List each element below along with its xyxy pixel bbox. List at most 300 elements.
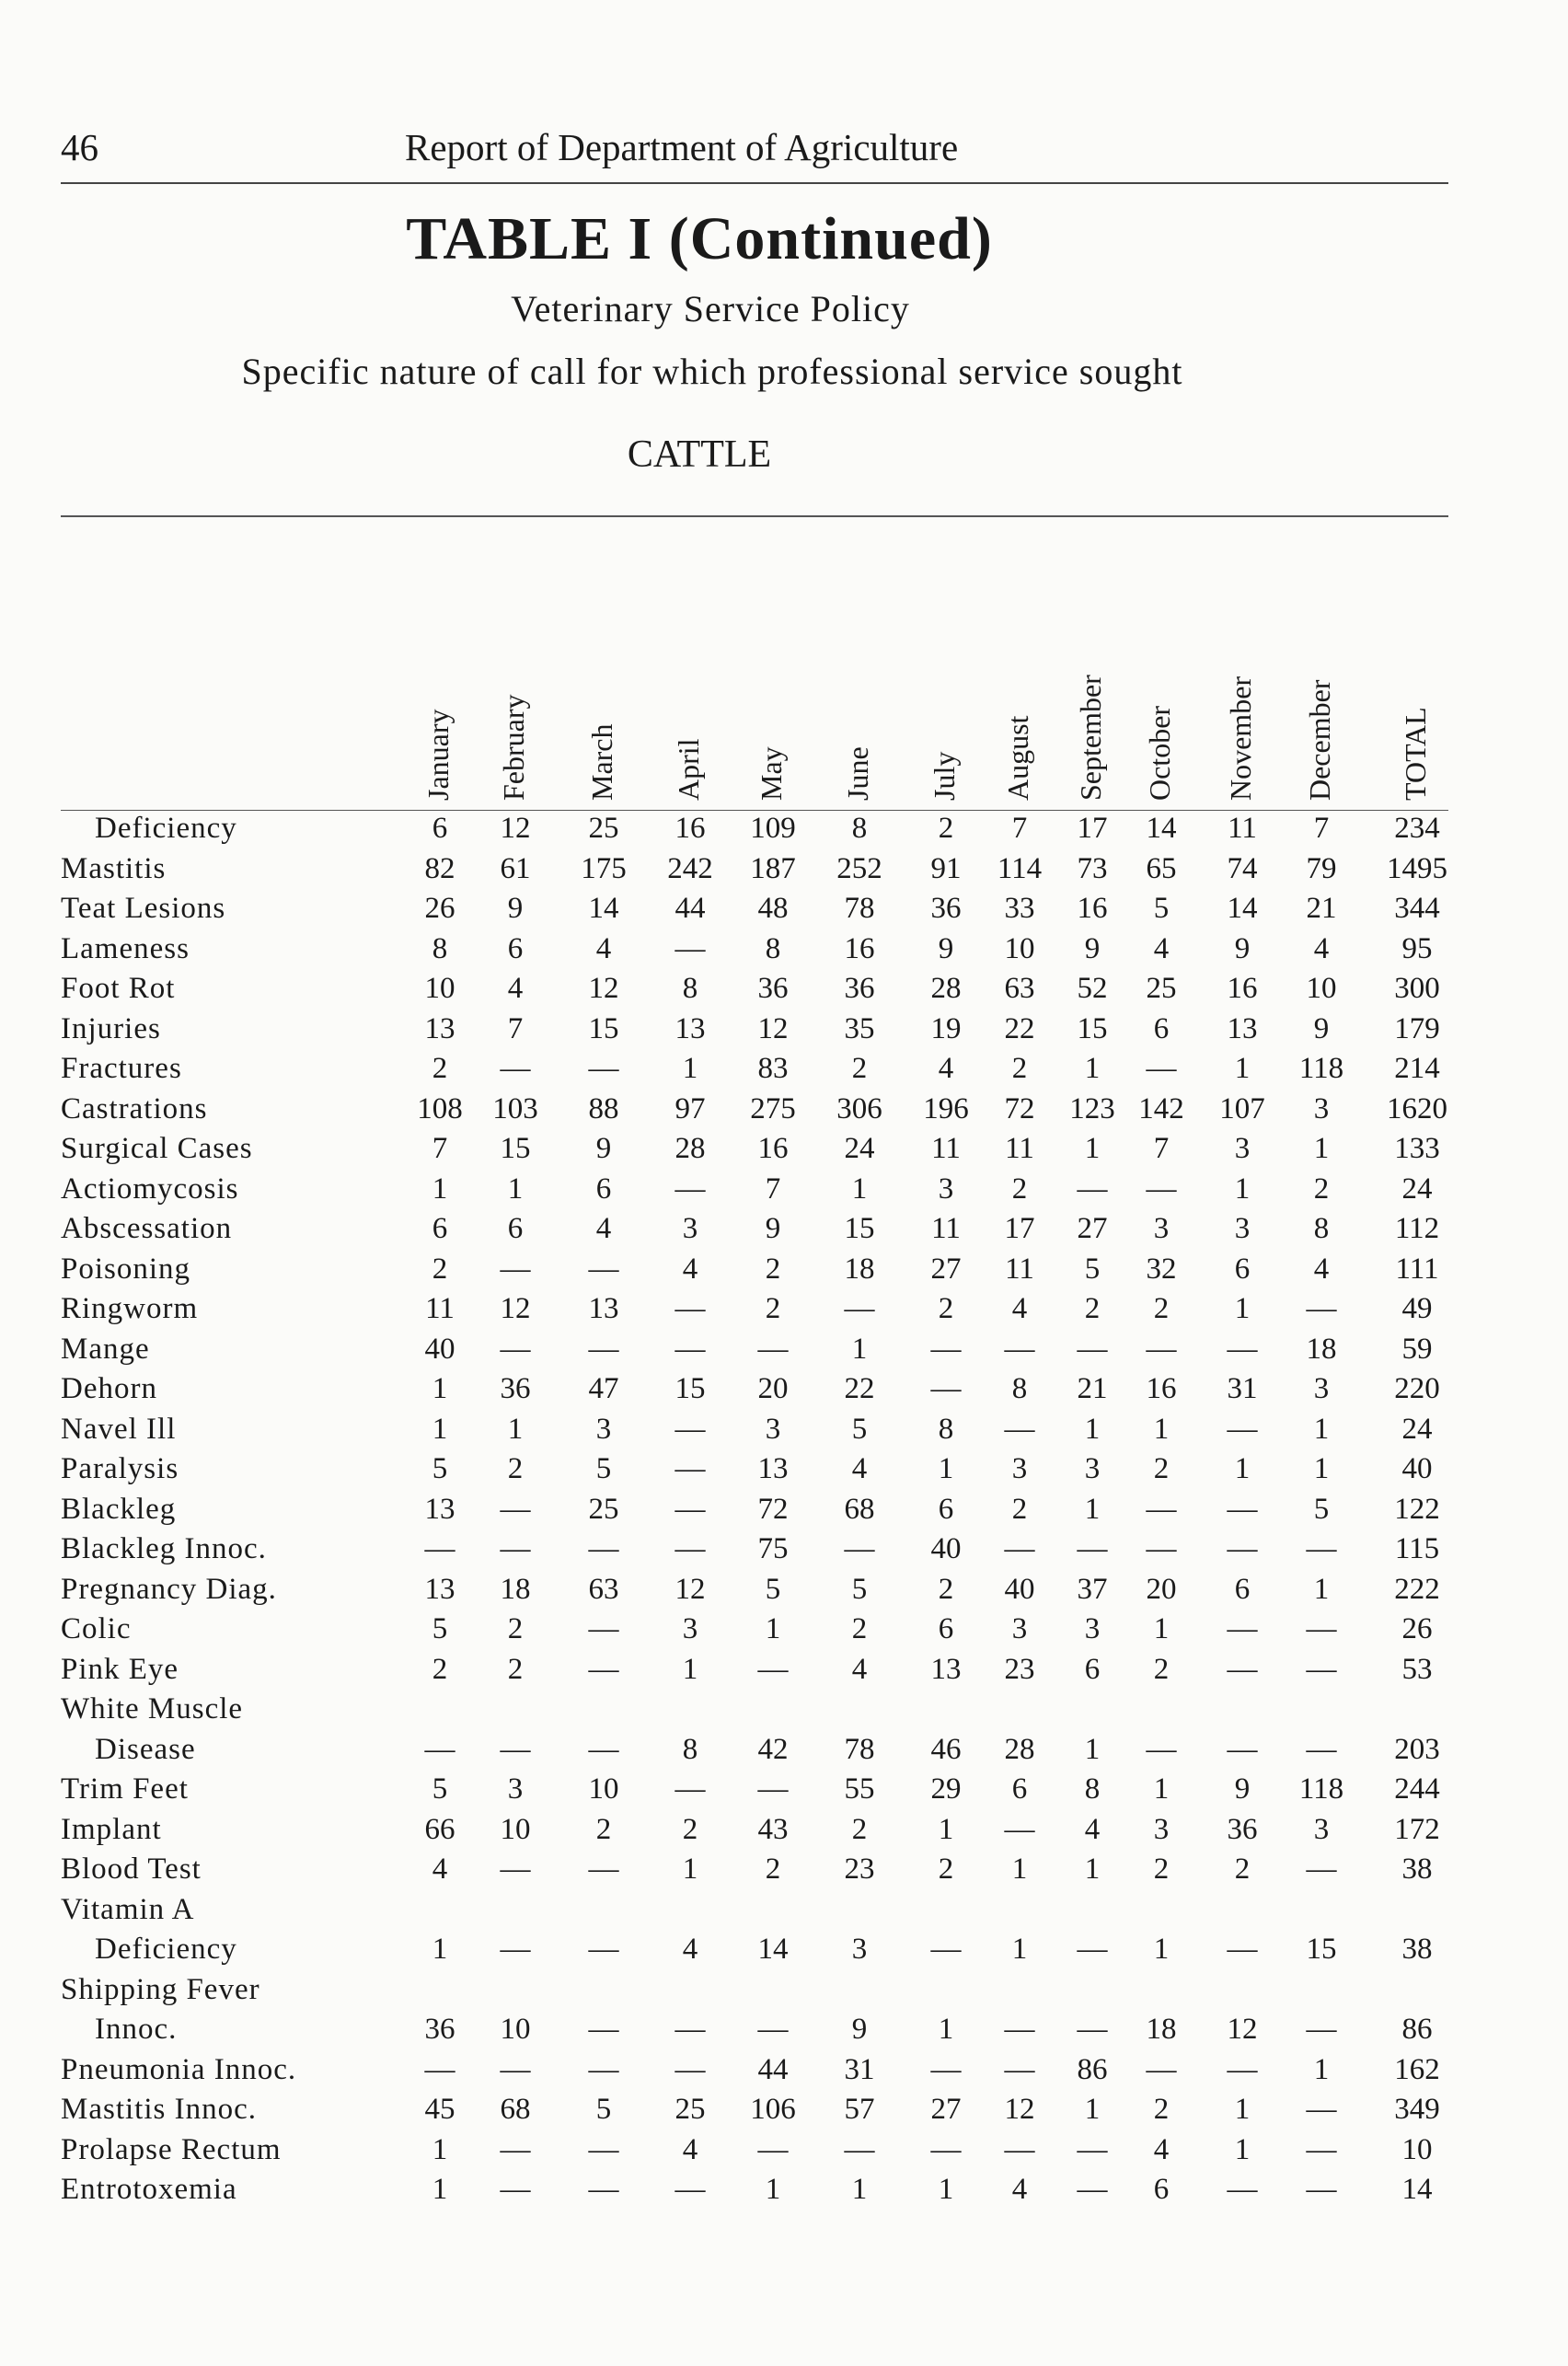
table-cell: 4 bbox=[1313, 1252, 1330, 1286]
column-header-label: May bbox=[755, 746, 788, 801]
table-cell: 72 bbox=[757, 1492, 789, 1526]
table-cell: — bbox=[588, 1532, 619, 1565]
table-cell: 13 bbox=[588, 1292, 619, 1325]
table-cell: 40 bbox=[930, 1532, 962, 1565]
table-cell: 2 bbox=[1011, 1171, 1028, 1206]
table-cell: — bbox=[1146, 1171, 1177, 1206]
table-cell: 5 bbox=[595, 1452, 612, 1485]
table-cell: 1 bbox=[851, 1171, 868, 1206]
table-cell: 2 bbox=[1313, 1171, 1330, 1206]
table-cell: — bbox=[1306, 2173, 1337, 2206]
table-cell: 72 bbox=[1004, 1091, 1035, 1125]
table-cell: 4 bbox=[1011, 2173, 1028, 2206]
table-cell: 45 bbox=[424, 2093, 455, 2126]
table-cell: 1 bbox=[938, 2013, 954, 2046]
table-cell: 10 bbox=[424, 972, 455, 1005]
table-cell: 8 bbox=[1011, 1372, 1028, 1405]
table-cell: 2 bbox=[507, 1652, 524, 1686]
table-cell: 1 bbox=[1153, 1412, 1170, 1446]
table-cell: 1620 bbox=[1387, 1091, 1447, 1125]
table-cell: 5 bbox=[851, 1412, 868, 1446]
table-cell: — bbox=[674, 1332, 706, 1366]
table-cell: 6 bbox=[1234, 1252, 1251, 1286]
table-cell: 26 bbox=[424, 892, 455, 925]
row-label: Lameness bbox=[61, 931, 190, 965]
table-cell: 2 bbox=[938, 812, 954, 845]
table-cell: 4 bbox=[1084, 1812, 1101, 1846]
table-cell: 108 bbox=[417, 1091, 463, 1125]
table-cell: 1 bbox=[432, 1171, 448, 1206]
table-cell: 5 bbox=[851, 1572, 868, 1606]
table-cell: 2 bbox=[682, 1812, 698, 1846]
table-cell: 1 bbox=[682, 1652, 698, 1686]
table-cell: 1 bbox=[1153, 1933, 1170, 1966]
table-cell: 2 bbox=[851, 1612, 868, 1645]
table-cell: 6 bbox=[938, 1492, 954, 1526]
table-cell: 1 bbox=[1313, 2052, 1330, 2086]
table-cell: 2 bbox=[432, 1052, 448, 1085]
table-row bbox=[0, 1212, 1568, 1252]
table-cell: 1 bbox=[432, 1412, 448, 1446]
table-cell: 95 bbox=[1401, 931, 1433, 965]
table-cell: 2 bbox=[1153, 2093, 1170, 2126]
table-cell: 8 bbox=[1313, 1212, 1330, 1245]
table-cell: — bbox=[1306, 2132, 1337, 2166]
table-cell: 2 bbox=[507, 1612, 524, 1645]
table-cell: 5 bbox=[1153, 892, 1170, 925]
table-cell: 10 bbox=[500, 1812, 531, 1846]
row-label: Disease bbox=[95, 1732, 196, 1766]
table-cell: — bbox=[1004, 2132, 1035, 2166]
table-cell: 42 bbox=[757, 1732, 789, 1766]
table-cell: 4 bbox=[851, 1452, 868, 1485]
table-cell: — bbox=[757, 2013, 789, 2046]
table-cell: 13 bbox=[757, 1452, 789, 1485]
table-cell: 36 bbox=[424, 2013, 455, 2046]
table-cell: 15 bbox=[844, 1212, 875, 1245]
table-cell: 18 bbox=[1306, 1332, 1337, 1366]
table-cell: 1 bbox=[507, 1171, 524, 1206]
table-cell: — bbox=[500, 1732, 531, 1766]
table-row bbox=[0, 1733, 1568, 1772]
table-cell: 4 bbox=[507, 972, 524, 1005]
table-cell: — bbox=[1146, 1532, 1177, 1565]
table-cell: 5 bbox=[432, 1452, 448, 1485]
table-row bbox=[0, 2133, 1568, 2173]
column-header-label: September bbox=[1074, 675, 1107, 801]
table-cell: 13 bbox=[1227, 1011, 1258, 1045]
column-header-label: January bbox=[421, 709, 455, 801]
table-cell: 86 bbox=[1077, 2052, 1108, 2086]
table-cell: 220 bbox=[1394, 1372, 1440, 1405]
table-row bbox=[0, 1012, 1568, 1052]
table-cell: 16 bbox=[844, 931, 875, 965]
table-cell: 36 bbox=[930, 892, 962, 925]
row-label: Surgical Cases bbox=[61, 1132, 253, 1165]
table-cell: — bbox=[844, 1292, 875, 1325]
table-cell: 11 bbox=[1228, 812, 1257, 845]
row-label: Navel Ill bbox=[61, 1412, 177, 1446]
table-row bbox=[0, 1292, 1568, 1332]
table-cell: 4 bbox=[682, 1252, 698, 1286]
table-cell: 13 bbox=[930, 1652, 962, 1686]
table-cell: 1 bbox=[1234, 1292, 1251, 1325]
table-row bbox=[0, 1973, 1568, 2013]
table-cell: 44 bbox=[674, 892, 706, 925]
table-cell: 6 bbox=[1234, 1572, 1251, 1606]
table-cell: 3 bbox=[1011, 1612, 1028, 1645]
table-cell: — bbox=[1146, 1492, 1177, 1526]
column-header-label: February bbox=[497, 694, 530, 801]
row-label: Prolapse Rectum bbox=[61, 2132, 282, 2166]
row-label: Fractures bbox=[61, 1052, 182, 1085]
table-cell: 28 bbox=[930, 972, 962, 1005]
table-cell: — bbox=[1146, 1332, 1177, 1366]
table-cell: 83 bbox=[757, 1052, 789, 1085]
table-cell: 1 bbox=[851, 1332, 868, 1366]
table-cell: — bbox=[500, 2052, 531, 2086]
column-header-label: July bbox=[928, 751, 961, 801]
table-cell: — bbox=[1306, 2013, 1337, 2046]
table-cell: 118 bbox=[1298, 1052, 1344, 1085]
table-cell: 2 bbox=[938, 1572, 954, 1606]
table-cell: 14 bbox=[1227, 892, 1258, 925]
table-cell: 1 bbox=[1234, 1052, 1251, 1085]
table-cell: 106 bbox=[750, 2093, 796, 2126]
table-cell: 9 bbox=[938, 931, 954, 965]
table-cell: 55 bbox=[844, 1772, 875, 1806]
table-cell: — bbox=[588, 2173, 619, 2206]
table-cell: 24 bbox=[1401, 1412, 1433, 1446]
table-cell: 2 bbox=[595, 1812, 612, 1846]
section-heading: CATTLE bbox=[627, 433, 772, 476]
table-cell: 196 bbox=[923, 1091, 969, 1125]
table-cell: — bbox=[844, 1532, 875, 1565]
table-title: TABLE I (Continued) bbox=[406, 205, 993, 272]
table-cell: 2 bbox=[1153, 1292, 1170, 1325]
table-cell: 2 bbox=[765, 1252, 781, 1286]
table-cell: 1 bbox=[1084, 1052, 1101, 1085]
table-cell: 1 bbox=[938, 1452, 954, 1485]
row-label: Poisoning bbox=[61, 1252, 191, 1286]
table-cell: 21 bbox=[1306, 892, 1337, 925]
table-cell: 5 bbox=[432, 1772, 448, 1806]
table-cell: 9 bbox=[507, 892, 524, 925]
table-cell: 3 bbox=[1153, 1812, 1170, 1846]
table-cell: 1 bbox=[938, 1812, 954, 1846]
table-cell: 14 bbox=[757, 1933, 789, 1966]
table-row bbox=[0, 1132, 1568, 1171]
row-label: Entrotoxemia bbox=[61, 2173, 237, 2206]
table-cell: 203 bbox=[1394, 1732, 1440, 1766]
table-cell: 1 bbox=[1084, 1492, 1101, 1526]
table-cell: — bbox=[1227, 1652, 1258, 1686]
table-cell: 1 bbox=[1234, 1452, 1251, 1485]
table-cell: — bbox=[930, 2132, 962, 2166]
table-row bbox=[0, 892, 1568, 931]
table-cell: — bbox=[588, 1332, 619, 1366]
table-cell: — bbox=[500, 1852, 531, 1886]
table-cell: 15 bbox=[500, 1132, 531, 1165]
row-label: Pregnancy Diag. bbox=[61, 1572, 277, 1606]
table-cell: 63 bbox=[588, 1572, 619, 1606]
table-cell: 1 bbox=[1313, 1132, 1330, 1165]
table-cell: 2 bbox=[432, 1652, 448, 1686]
table-cell: 10 bbox=[1401, 2132, 1433, 2166]
table-cell: 3 bbox=[765, 1412, 781, 1446]
table-cell: 20 bbox=[757, 1372, 789, 1405]
table-cell: — bbox=[588, 1612, 619, 1645]
table-cell: 1 bbox=[1234, 1171, 1251, 1206]
table-cell: 11 bbox=[1005, 1252, 1034, 1286]
table-cell: — bbox=[424, 2052, 455, 2086]
table-cell: 25 bbox=[588, 1492, 619, 1526]
table-cell: 47 bbox=[588, 1372, 619, 1405]
table-cell: 2 bbox=[765, 1292, 781, 1325]
table-cell: 6 bbox=[432, 812, 448, 845]
table-cell: 13 bbox=[424, 1011, 455, 1045]
table-cell: — bbox=[930, 1933, 962, 1966]
table-cell: 300 bbox=[1394, 972, 1440, 1005]
table-cell: — bbox=[674, 1532, 706, 1565]
table-row bbox=[0, 1692, 1568, 1732]
table-cell: 43 bbox=[757, 1812, 789, 1846]
table-cell: 1495 bbox=[1387, 851, 1447, 885]
table-cell: 112 bbox=[1394, 1212, 1440, 1245]
table-row bbox=[0, 852, 1568, 892]
table-cell: 11 bbox=[425, 1292, 455, 1325]
column-header-label: TOTAL bbox=[1399, 707, 1432, 801]
table-cell: 16 bbox=[674, 812, 706, 845]
table-cell: 20 bbox=[1146, 1572, 1177, 1606]
table-cell: 2 bbox=[432, 1252, 448, 1286]
table-cell: 244 bbox=[1394, 1772, 1440, 1806]
table-cell: 12 bbox=[500, 812, 531, 845]
table-row bbox=[0, 2053, 1568, 2093]
row-label: Mastitis Innoc. bbox=[61, 2093, 257, 2126]
table-cell: 4 bbox=[432, 1852, 448, 1886]
table-cell: 1 bbox=[938, 2173, 954, 2206]
table-cell: 2 bbox=[765, 1852, 781, 1886]
table-cell: 133 bbox=[1394, 1132, 1440, 1165]
table-cell: 32 bbox=[1146, 1252, 1177, 1286]
table-cell: — bbox=[1004, 2013, 1035, 2046]
table-cell: 5 bbox=[432, 1612, 448, 1645]
table-cell: 5 bbox=[595, 2093, 612, 2126]
table-cell: 1 bbox=[1084, 1732, 1101, 1766]
table-cell: 61 bbox=[500, 851, 531, 885]
table-cell: 8 bbox=[851, 812, 868, 845]
table-cell: 8 bbox=[432, 931, 448, 965]
table-cell: 10 bbox=[1004, 931, 1035, 965]
table-cell: 3 bbox=[1313, 1372, 1330, 1405]
table-cell: 15 bbox=[1077, 1011, 1108, 1045]
table-cell: 35 bbox=[844, 1011, 875, 1045]
table-cell: 14 bbox=[1401, 2173, 1433, 2206]
table-cell: 68 bbox=[500, 2093, 531, 2126]
table-cell: 38 bbox=[1401, 1852, 1433, 1886]
table-cell: 4 bbox=[595, 931, 612, 965]
table-cell: 24 bbox=[1401, 1171, 1433, 1206]
table-cell: 1 bbox=[1011, 1852, 1028, 1886]
table-cell: — bbox=[1004, 2052, 1035, 2086]
table-row bbox=[0, 1092, 1568, 1132]
table-cell: 1 bbox=[1084, 1852, 1101, 1886]
table-cell: — bbox=[1306, 2093, 1337, 2126]
table-cell: 3 bbox=[1084, 1612, 1101, 1645]
table-cell: 142 bbox=[1138, 1091, 1184, 1125]
table-row bbox=[0, 1893, 1568, 1933]
table-cell: 16 bbox=[1146, 1372, 1177, 1405]
table-cell: — bbox=[1306, 1652, 1337, 1686]
table-cell: 40 bbox=[1401, 1452, 1433, 1485]
table-cell: — bbox=[1227, 1412, 1258, 1446]
table-cell: 1 bbox=[1084, 1412, 1101, 1446]
table-cell: 2 bbox=[938, 1292, 954, 1325]
table-cell: 14 bbox=[588, 892, 619, 925]
table-cell: — bbox=[674, 2052, 706, 2086]
table-cell: — bbox=[1077, 2132, 1108, 2166]
table-cell: 6 bbox=[938, 1612, 954, 1645]
row-label: Vitamin A bbox=[61, 1892, 195, 1926]
table-row bbox=[0, 932, 1568, 972]
table-cell: 86 bbox=[1401, 2013, 1433, 2046]
table-cell: 17 bbox=[1004, 1212, 1035, 1245]
table-cell: 25 bbox=[1146, 972, 1177, 1005]
row-label: Ringworm bbox=[61, 1292, 199, 1325]
table-cell: 123 bbox=[1069, 1091, 1115, 1125]
table-cell: — bbox=[674, 1412, 706, 1446]
table-cell: 214 bbox=[1394, 1052, 1440, 1085]
table-cell: 275 bbox=[750, 1091, 796, 1125]
row-label: Teat Lesions bbox=[61, 892, 226, 925]
table-row bbox=[0, 1852, 1568, 1892]
table-cell: 33 bbox=[1004, 892, 1035, 925]
table-cell: — bbox=[500, 1532, 531, 1565]
table-cell: — bbox=[1146, 2052, 1177, 2086]
table-cell: 1 bbox=[682, 1852, 698, 1886]
table-row bbox=[0, 1772, 1568, 1812]
table-cell: 9 bbox=[1234, 1772, 1251, 1806]
table-row bbox=[0, 1172, 1568, 1212]
table-cell: 23 bbox=[844, 1852, 875, 1886]
table-row bbox=[0, 1573, 1568, 1612]
table-cell: 25 bbox=[674, 2093, 706, 2126]
table-cell: — bbox=[1227, 1532, 1258, 1565]
table-cell: 12 bbox=[1227, 2013, 1258, 2046]
table-cell: 40 bbox=[424, 1332, 455, 1366]
table-cell: 68 bbox=[844, 1492, 875, 1526]
table-cell: 12 bbox=[757, 1011, 789, 1045]
table-cell: 79 bbox=[1306, 851, 1337, 885]
table-cell: 4 bbox=[595, 1212, 612, 1245]
row-label: Implant bbox=[61, 1812, 162, 1846]
table-cell: 7 bbox=[432, 1132, 448, 1165]
table-cell: 2 bbox=[1153, 1852, 1170, 1886]
running-head bbox=[61, 118, 1441, 173]
table-cell: 1 bbox=[1234, 2093, 1251, 2126]
table-cell: 2 bbox=[851, 1052, 868, 1085]
table-cell: 114 bbox=[997, 851, 1043, 885]
row-label: Blackleg bbox=[61, 1492, 177, 1526]
row-label: Blood Test bbox=[61, 1852, 202, 1886]
table-row bbox=[0, 1653, 1568, 1692]
table-row bbox=[0, 1333, 1568, 1372]
table-cell: 2 bbox=[1084, 1292, 1101, 1325]
table-cell: 1 bbox=[765, 1612, 781, 1645]
table-cell: 8 bbox=[938, 1412, 954, 1446]
table-cell: 13 bbox=[674, 1011, 706, 1045]
table-cell: 63 bbox=[1004, 972, 1035, 1005]
table-cell: — bbox=[1227, 1612, 1258, 1645]
table-cell: — bbox=[588, 2132, 619, 2166]
table-cell: 103 bbox=[492, 1091, 538, 1125]
table-cell: 11 bbox=[1005, 1132, 1034, 1165]
table-cell: — bbox=[1077, 1332, 1108, 1366]
table-cell: — bbox=[930, 2052, 962, 2086]
table-cell: 5 bbox=[1084, 1252, 1101, 1286]
table-cell: — bbox=[1077, 1933, 1108, 1966]
table-cell: — bbox=[757, 2132, 789, 2166]
table-cell: 1 bbox=[851, 2173, 868, 2206]
table-cell: 242 bbox=[667, 851, 713, 885]
table-cell: 1 bbox=[507, 1412, 524, 1446]
table-cell: 1 bbox=[1084, 1132, 1101, 1165]
table-cell: 8 bbox=[1084, 1772, 1101, 1806]
table-description: Specific nature of call for which professional service sought bbox=[241, 351, 1183, 392]
table-cell: — bbox=[674, 931, 706, 965]
table-cell: 10 bbox=[588, 1772, 619, 1806]
table-cell: — bbox=[1077, 1532, 1108, 1565]
table-cell: 26 bbox=[1401, 1612, 1433, 1645]
table-cell: — bbox=[674, 1452, 706, 1485]
table-cell: 9 bbox=[1234, 931, 1251, 965]
table-cell: 9 bbox=[1313, 1011, 1330, 1045]
page-number: 46 bbox=[61, 126, 98, 168]
table-cell: — bbox=[1306, 1612, 1337, 1645]
table-cell: 22 bbox=[1004, 1011, 1035, 1045]
table-cell: — bbox=[1004, 1412, 1035, 1446]
table-cell: 10 bbox=[500, 2013, 531, 2046]
table-cell: 18 bbox=[844, 1252, 875, 1286]
table-cell: — bbox=[1077, 2013, 1108, 2046]
section-rule bbox=[61, 515, 1448, 517]
row-label: Mange bbox=[61, 1332, 150, 1366]
table-cell: — bbox=[1306, 1732, 1337, 1766]
table-cell: 27 bbox=[930, 1252, 962, 1286]
table-cell: 2 bbox=[1153, 1652, 1170, 1686]
table-cell: 2 bbox=[938, 1852, 954, 1886]
table-cell: 1 bbox=[1313, 1412, 1330, 1446]
table-cell: 28 bbox=[674, 1132, 706, 1165]
table-cell: 4 bbox=[1313, 931, 1330, 965]
table-cell: 82 bbox=[424, 851, 455, 885]
table-cell: 2 bbox=[507, 1452, 524, 1485]
table-cell: — bbox=[844, 2132, 875, 2166]
table-cell: 28 bbox=[1004, 1732, 1035, 1766]
table-cell: 1 bbox=[1153, 1612, 1170, 1645]
table-cell: 3 bbox=[507, 1772, 524, 1806]
table-cell: — bbox=[1227, 2173, 1258, 2206]
table-cell: — bbox=[588, 2013, 619, 2046]
table-cell: 4 bbox=[1011, 1292, 1028, 1325]
table-cell: 107 bbox=[1219, 1091, 1265, 1125]
row-label: Castrations bbox=[61, 1091, 208, 1125]
table-cell: — bbox=[1306, 1532, 1337, 1565]
table-cell: 5 bbox=[1313, 1492, 1330, 1526]
table-cell: 29 bbox=[930, 1772, 962, 1806]
column-header-label: April bbox=[672, 738, 705, 801]
